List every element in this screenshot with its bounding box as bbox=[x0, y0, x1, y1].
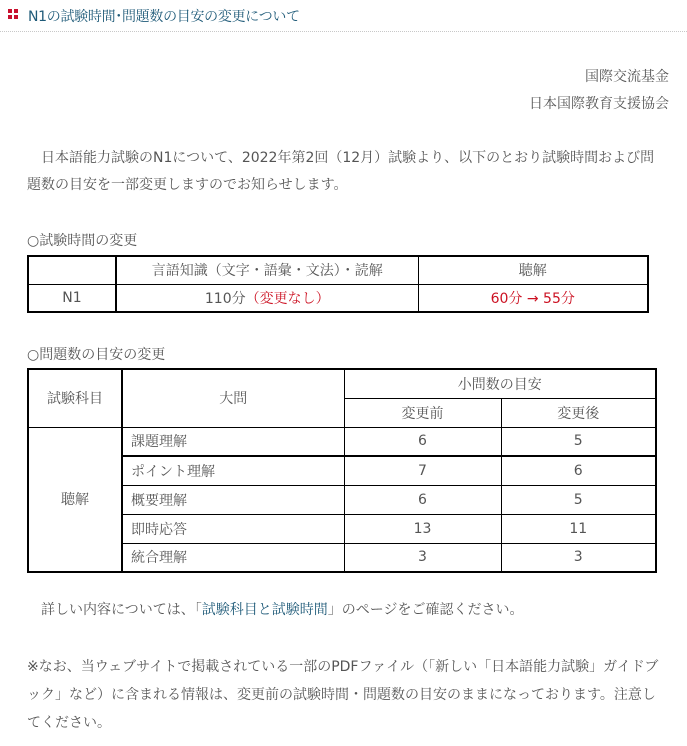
major-question-cell: ポイント理解 bbox=[122, 456, 344, 485]
subject-cell: 聴解 bbox=[28, 427, 122, 572]
bracket-close: 」 bbox=[327, 602, 342, 618]
table-header-cell: 聴解 bbox=[418, 256, 648, 284]
minor-question-header: 小問数の目安 bbox=[344, 369, 656, 398]
after-count-cell: 3 bbox=[501, 543, 656, 572]
table-row bbox=[28, 514, 656, 543]
after-count-cell: 11 bbox=[501, 514, 656, 543]
exam-subjects-link[interactable]: 試験科目と試験時間 bbox=[201, 602, 328, 618]
knowledge-time-cell bbox=[116, 284, 418, 312]
before-header: 変更前 bbox=[344, 398, 501, 427]
question-count-table bbox=[27, 368, 657, 573]
table-row bbox=[28, 543, 656, 572]
organization-name: 日本国際教育支援協会 bbox=[529, 96, 669, 112]
page-header bbox=[0, 0, 687, 32]
before-count-cell: 6 bbox=[344, 427, 501, 456]
before-count-cell: 6 bbox=[344, 485, 501, 514]
bracket-open: 「 bbox=[194, 602, 202, 618]
table-row bbox=[28, 456, 656, 485]
after-count-cell: 5 bbox=[501, 485, 656, 514]
table-header-cell: 言語知識（文字・語彙・文法）・読解 bbox=[116, 256, 418, 284]
table-header-cell bbox=[28, 256, 116, 284]
table-header-row bbox=[28, 256, 648, 284]
detail-prefix: 詳しい内容については、 bbox=[41, 602, 195, 618]
major-question-cell: 即時応答 bbox=[122, 514, 344, 543]
intro-paragraph: 日本語能力試験のN1について、2022年第2回（12月）試験より、以下のとおり試験時間および問題数の目安を一部変更しますのでお知らせします。 bbox=[27, 150, 655, 193]
note-paragraph: ※なお、当ウェブサイトで掲載されている一部のPDFファイル（「新しい「日本語能力試験」ガイドブック」など）に含まれる情報は、変更前の試験時間・問題数の目安のままになっております。注意してください。 bbox=[27, 659, 659, 731]
listening-time-cell: 60分 → 55分 bbox=[418, 284, 648, 312]
subject-header: 試験科目 bbox=[28, 369, 122, 427]
after-header: 変更後 bbox=[501, 398, 656, 427]
table-row bbox=[28, 284, 648, 312]
before-count-cell: 13 bbox=[344, 514, 501, 543]
after-count-cell: 6 bbox=[501, 456, 656, 485]
no-change-note: （変更なし） bbox=[245, 290, 330, 307]
level-cell: N1 bbox=[28, 284, 116, 312]
after-count-cell: 5 bbox=[501, 427, 656, 456]
knowledge-time: 110分 bbox=[204, 290, 246, 307]
major-question-cell: 課題理解 bbox=[122, 427, 344, 456]
major-question-cell: 概要理解 bbox=[122, 485, 344, 514]
major-question-cell: 統合理解 bbox=[122, 543, 344, 572]
exam-time-table bbox=[27, 255, 649, 313]
before-count-cell: 7 bbox=[344, 456, 501, 485]
table-row bbox=[28, 485, 656, 514]
organization-name: 国際交流基金 bbox=[585, 69, 669, 85]
before-count-cell: 3 bbox=[344, 543, 501, 572]
table-header-row bbox=[28, 369, 656, 398]
major-question-header: 大問 bbox=[122, 369, 344, 427]
detail-suffix: のページをご確認ください。 bbox=[341, 602, 524, 618]
detail-paragraph bbox=[27, 597, 667, 624]
time-section-title: ○試験時間の変更 bbox=[27, 233, 138, 249]
table-row bbox=[28, 427, 656, 456]
page-title: N1の試験時間･問題数の目安の変更について bbox=[28, 9, 300, 25]
questions-section-title: ○問題数の目安の変更 bbox=[27, 347, 166, 363]
red-grid-bullet-icon bbox=[8, 9, 19, 20]
